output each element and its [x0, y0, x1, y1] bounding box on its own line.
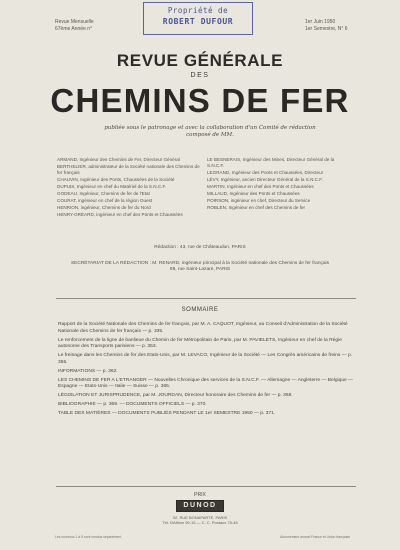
- committee-entry: HENRION, ingénieur, Chemins de fer du Nord: [57, 205, 151, 210]
- stamp-line-1: Propriété de: [167, 6, 229, 15]
- committee-entry: MILLAUD, Ingénieur des Ponts et Chaussées: [207, 191, 300, 196]
- publisher-address-line-2: Tél. DANton 99-15 — C. C. Postaux 75-45: [162, 520, 238, 525]
- toc-item: Rapport de la Société Nationale des Chemins de fer français, par M. A. CAQUOT, Ingénieur, au Conseil d'Administration de la Société Nationale des Chemins de fer français — p. 335.: [58, 322, 348, 334]
- header-left: [55, 19, 94, 33]
- toc-item: Le freinage dans les Chemins de fer des Etats-Unis, par M. LEVACO, Ingénieur de la Société — Les Congrès américains de freins — p. 355.: [58, 353, 353, 365]
- committee-entry: POIRSON, ingénieur en chef, Directeur du Service: [207, 198, 311, 203]
- toc-item: TABLE DES MATIÈRES — DOCUMENTS PUBLIÉS PENDANT LE 1er SEMESTRE 1950 — p. 371.: [58, 411, 276, 417]
- secretariat-line-2: 88, rue Saint-Lazare, PARIS: [169, 267, 231, 272]
- divider: [56, 486, 356, 487]
- title-line-2: DES: [190, 72, 210, 79]
- subtitle-line-1: publiée sous le patronage et avec la collaboration d'un Comité de rédaction: [104, 125, 316, 131]
- committee-entry: HENRY-GRÉARD, ingénieur en chef des Ponts et Chaussées: [57, 212, 183, 217]
- toc-item: Le renforcement de la ligne de banlieue du Chemin de fer Métropolitain de Paris, par M. PAVIELETS, Ingénieur en chef de la Régie autonome des Transports parisiens — p. 353.: [58, 337, 342, 350]
- publisher-address: [0, 515, 400, 525]
- committee-entry: LÉVY, Ingénieur, ancien Directeur Général de la S.N.C.F.: [207, 177, 323, 182]
- header-right-line-1: 1er Juin 1950: [305, 19, 336, 25]
- title-line-1: REVUE GÉNÉRALE: [116, 51, 284, 70]
- header-right-line-2: 1er Semestre, N° 6: [305, 26, 348, 32]
- header-right: [305, 19, 348, 33]
- secretariat: [0, 261, 400, 273]
- divider: [56, 298, 356, 299]
- toc-item: INFORMATIONS — p. 362.: [58, 368, 118, 374]
- price-label: PRIX: [194, 492, 206, 498]
- committee-entry: CHAUVIN, Ingénieur des Ponts, Chaussées de la Société: [57, 177, 175, 182]
- committee-entry: COURAT, ingénieur en chef de la région Ouest: [57, 198, 153, 203]
- committee-entry: LE BESNERAIS, Ingénieur des Mines, Directeur Général de la S.N.C.F.: [207, 157, 335, 168]
- secretariat-line-1: SECRÉTARIAT DE LA RÉDACTION : M. RENARD, ingénieur principal à la Société nationale des Chemins de fer français: [70, 261, 330, 266]
- committee-entry: LEGRAND, Ingénieur des Ponts et Chaussées, Directeur: [207, 170, 324, 175]
- header-left-line-1: Revue Mensuelle: [55, 19, 94, 25]
- committee-entry: DUPUIS, Ingénieur en chef du Matériel de la S.N.C.F.: [57, 184, 167, 189]
- committee-entry: BERTHELIER, administrateur de la Société nationale des Chemins de fer français: [57, 164, 200, 175]
- toc-item: LES CHEMINS DE FER A L'ETRANGER — Nouvelles Chronique des services de la S.N.C.F. — Allemagne — Angleterre — Belgique — Espagne — Etats-Unis — Italie — Suisse — p. 365.: [58, 377, 354, 390]
- table-of-contents: [58, 322, 358, 420]
- publisher-logo: DUNOD: [176, 500, 224, 512]
- toc-item: BIBLIOGRAPHIE — p. 369. — DOCUMENTS OFFICIELS — p. 370.: [58, 402, 207, 408]
- publisher-address-line-1: 92, RUE BONAPARTE, PARIS: [172, 515, 228, 520]
- committee-entry: ROBLEN, Ingénieur en chef des Chemins de fer: [207, 205, 306, 210]
- committee-entry: ARMAND, Ingénieur des Chemins de Fer, Directeur Général: [57, 157, 180, 162]
- committee-entry: MARTIN, Ingénieur en chef des Ponts et Chaussées: [207, 184, 314, 189]
- editorial-address: Rédaction : 43, rue de Châteaudun, PARIS: [154, 245, 246, 250]
- fine-print-right: Abonnement annuel France et Union française: [280, 535, 351, 539]
- header-left-line-2: 67ème Année n°: [55, 26, 93, 32]
- stamp-line-2: ROBERT DUFOUR: [162, 17, 234, 26]
- subtitle: [100, 125, 320, 139]
- committee-entry: GODEAU, Ingénieur, Chemins de fer de l'Etat: [57, 191, 150, 196]
- fine-print-left: Les numéros 1 à 5 sont vendus séparément: [55, 535, 122, 539]
- ownership-stamp: [143, 2, 253, 35]
- committee-right-column: [207, 157, 352, 212]
- title-line-3: CHEMINS DE FER: [50, 82, 350, 119]
- toc-item: LÉGISLATION ET JURISPRUDENCE, par M. JOURDAN, Directeur honoraire des Chemins de fer — p. 368.: [58, 393, 293, 399]
- sommaire-heading: SOMMAIRE: [181, 307, 219, 313]
- committee-left-column: [57, 157, 202, 219]
- subtitle-line-2: composé de MM.: [186, 132, 234, 138]
